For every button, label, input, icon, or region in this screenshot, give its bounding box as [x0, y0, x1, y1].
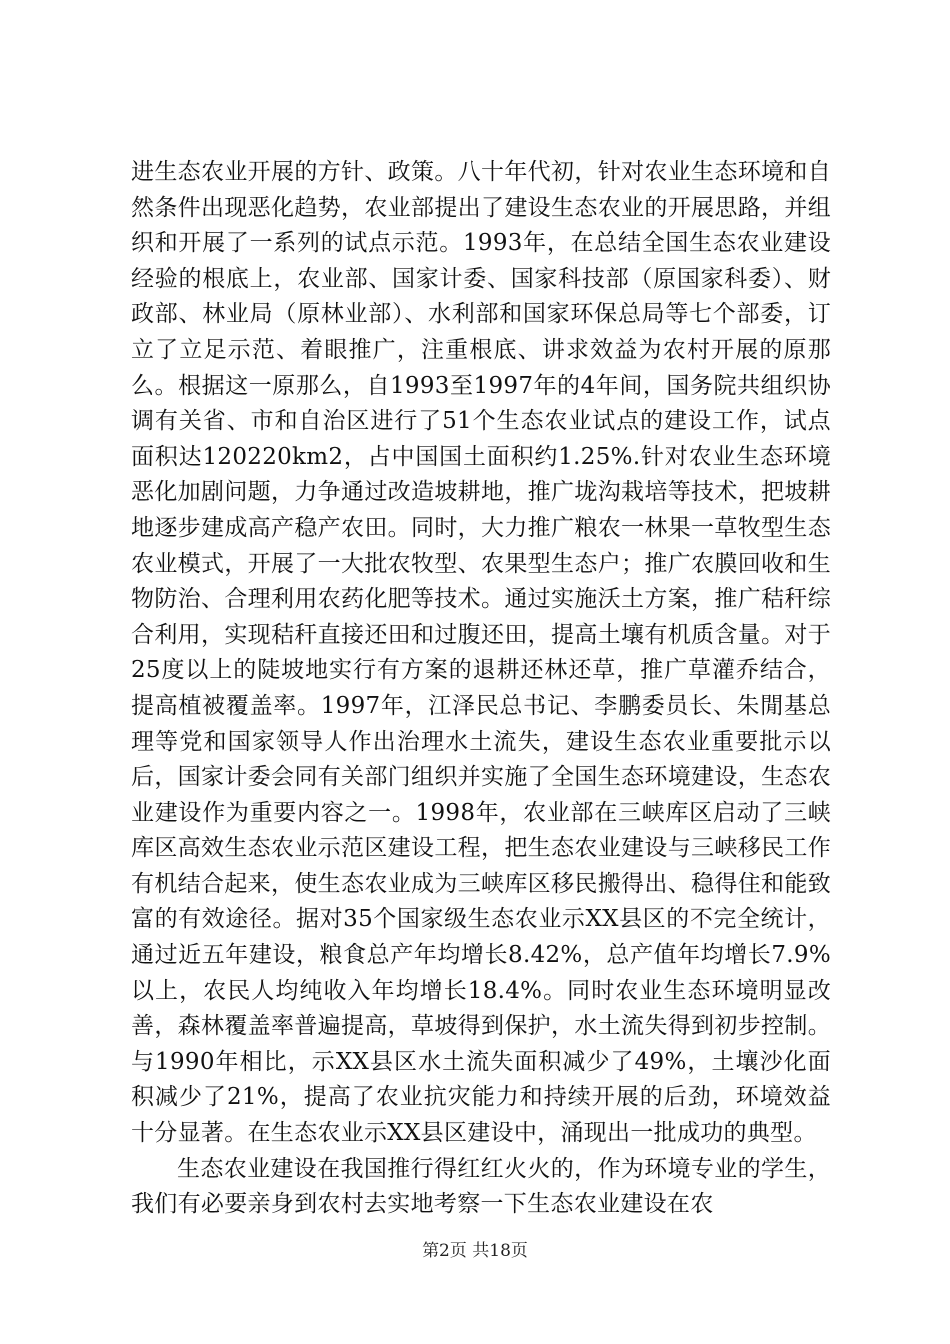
body-text: [131, 155, 831, 1223]
paragraph-2: 生态农业建设在我国推行得红红火火的，作为环境专业的学生，我们有必要亲身到农村去实地考察一下生态农业建设在农: [131, 1155, 831, 1218]
page-number-footer: 第2页 共18页: [422, 1241, 528, 1261]
paragraph-1: 进生态农业开展的方针、政策。八十年代初，针对农业生态环境和自然条件出现恶化趋势，农业部提出了建设生态农业的开展思路，并组织和开展了一系列的试点示范。1993年，在总结全国生态农业建设经验的根底上，农业部、国家计委、国家科技部（原国家科委）、财政部、林业局（原林业部）、水利部和国家环保总局等七个部委，订立了立足示范、着眼推广，注重根底、讲求效益为农村开展的原那么。根据这一原那么，自1993至1997年的4年间，国务院共组织协调有关省、市和自治区进行了51个生态农业试点的建设工作，试点面积达120220km2，占中国国土面积约1.25%.针对农业生态环境恶化加剧问题，力争通过改造坡耕地，推广垅沟栽培等技术，把坡耕地逐步建成高产稳产农田。同时，大力推广粮农一林果一草牧型生态农业模式，开展了一大批农牧型、农果型生态户；推广农膜回收和生物防治、合理利用农药化肥等技术。通过实施沃土方案，推广秸秆综合利用，实现秸秆直接还田和过腹还田，提高土壤有机质含量。对于25度以上的陡坡地实行有方案的退耕还林还草，推广草灌乔结合，提高植被覆盖率。1997年，江泽民总书记、李鹏委员长、朱閒基总理等党和国家领导人作出治理水土流失，建设生态农业重要批示以后，国家计委会同有关部门组织并实施了全国生态环境建设，生态农业建设作为重要内容之一。1998年，农业部在三峡库区启动了三峡库区高效生态农业示范区建设工程，把生态农业建设与三峡移民工作有机结合起来，使生态农业成为三峡库区移民搬得出、稳得住和能致富的有效途径。据对35个国家级生态农业示XX县区的不完全统计，通过近五年建设，粮食总产年均增长8.42%，总产值年均增长7.9%以上，农民人均纯收入年均增长18.4%。同时农业生态环境明显改善，森林覆盖率普遍提高，草坡得到保护，水土流失得到初步控制。与1990年相比，示XX县区水土流失面积减少了49%，土壤沙化面积减少了21%，提高了农业抗灾能力和持续开展的后劲，环境效益十分显著。在生态农业示XX县区建设中，涌现出一批成功的典型。: [131, 159, 831, 1147]
